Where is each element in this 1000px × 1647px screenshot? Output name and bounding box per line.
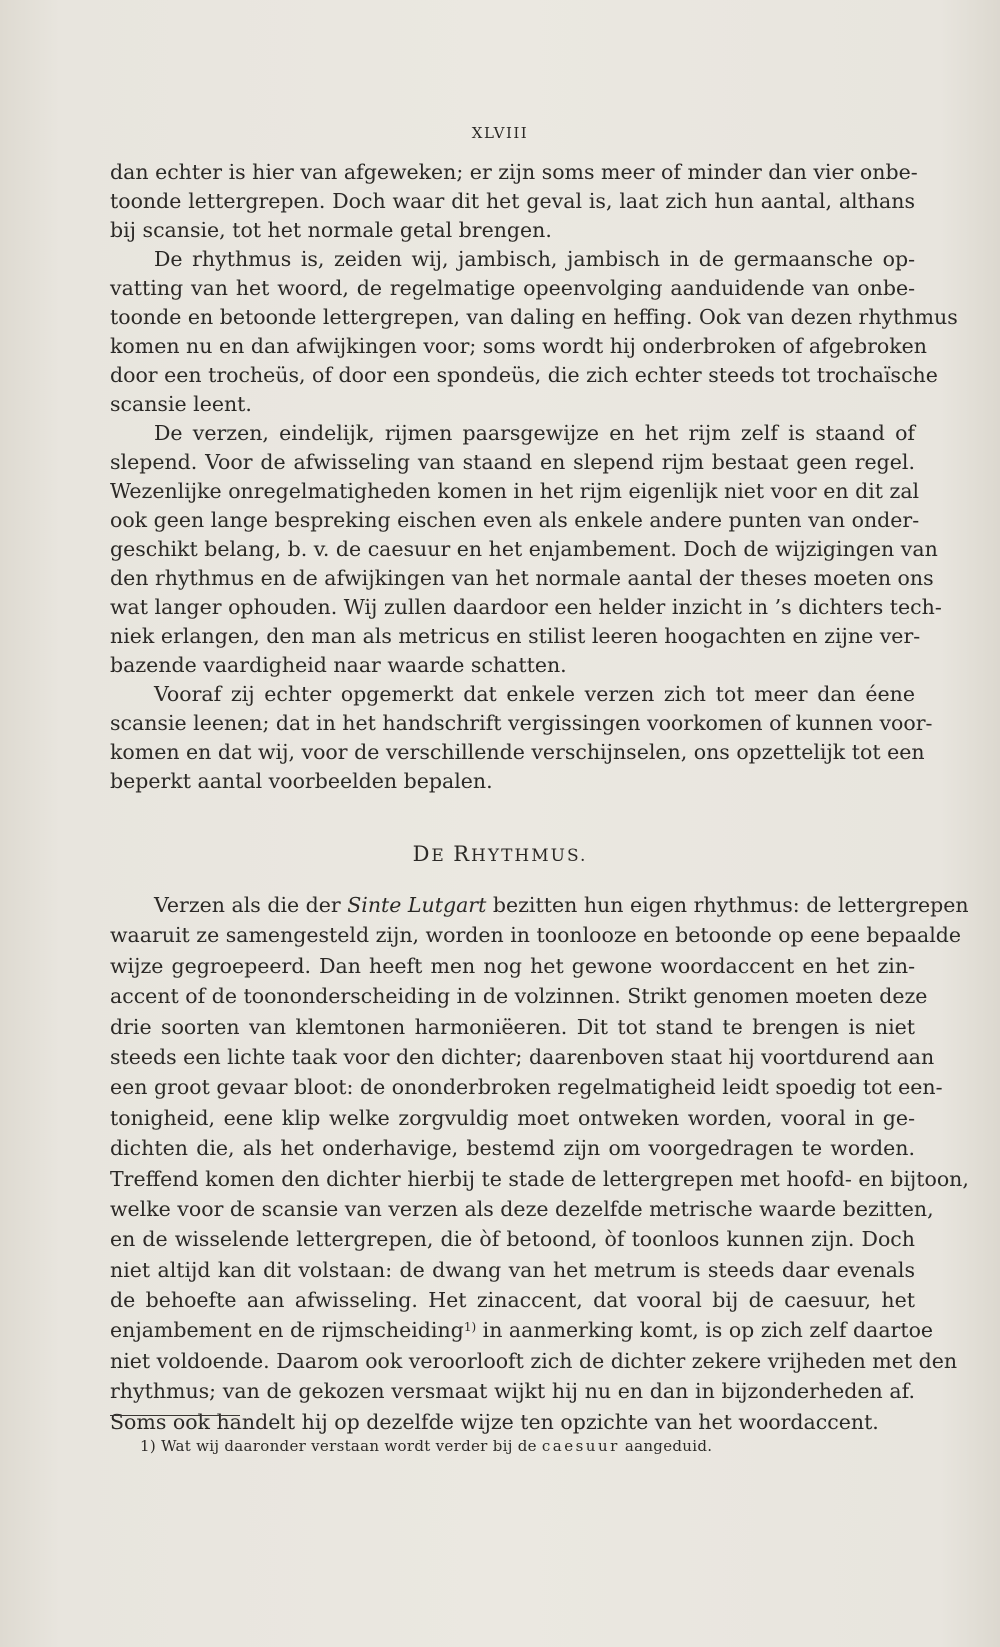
footnote-divider <box>110 1415 240 1416</box>
text-line: vatting van het woord, de regelmatige opeenvolging aanduidende van onbe- <box>110 276 915 300</box>
text-line: beperkt aantal voorbeelden bepalen. <box>110 769 493 793</box>
text-line: ook geen lange bespreking eischen even als enkele andere punten van onder- <box>110 508 920 532</box>
text-line: niet voldoende. Daarom ook veroorlooft zich de dichter zekere vrijheden met den <box>110 1348 958 1373</box>
footnote-reference[interactable]: 1) <box>463 1320 477 1335</box>
page-number: XLVIII <box>471 124 529 142</box>
text-line: De rhythmus is, zeiden wij, jambisch, jambisch in de germaansche op- <box>154 247 915 271</box>
text-line: een groot gevaar bloot: de ononderbroken regelmatigheid leidt spoedig tot een- <box>110 1075 943 1100</box>
text-line: toonde en betoonde lettergrepen, van daling en heffing. Ook van dezen rhythmus <box>110 305 958 329</box>
text-line: Treffend komen den dichter hierbij te stade de lettergrepen met hoofd- en bijtoon, <box>110 1166 969 1191</box>
text-line: wat langer ophouden. Wij zullen daardoor een helder inzicht in ’s dichters tech- <box>110 595 942 619</box>
text-line: dichten die, als het onderhavige, bestemd zijn om voorgedragen te worden. <box>110 1136 915 1161</box>
poem-title: Sinte Lutgart <box>347 893 487 917</box>
text-line: slepend. Voor de afwisseling van staand en slepend rijm bestaat geen regel. <box>110 450 915 474</box>
text-line: Soms ook handelt hij op dezelfde wijze ten opzichte van het woordaccent. <box>110 1409 879 1434</box>
text-line: Vooraf zij echter opgemerkt dat enkele verzen zich tot meer dan éene <box>154 682 915 706</box>
text-line: komen nu en dan afwijkingen voor; soms wordt hij onderbroken of afgebroken <box>110 334 928 358</box>
text-line: wijze gegroepeerd. Dan heeft men nog het gewone woordaccent en het zin- <box>110 953 915 978</box>
text-line: dan echter is hier van afgeweken; er zijn soms meer of minder dan vier onbe- <box>110 160 918 184</box>
text-line: drie soorten van klemtonen harmoniëeren. Dit tot stand te brengen is niet <box>110 1014 915 1039</box>
text-line: steeds een lichte taak voor den dichter; daarenboven staat hij voortdurend aan <box>110 1044 935 1069</box>
section-1-text <box>110 158 958 796</box>
footnote-marker: 1) <box>140 1437 156 1455</box>
section-heading: DE RHYTHMUS. <box>412 842 588 866</box>
text-line: tonigheid, eene klip welke zorgvuldig moet ontweken worden, vooral in ge- <box>110 1105 915 1130</box>
text-line: scansie leent. <box>110 392 252 416</box>
text-line: niek erlangen, den man als metricus en stilist leeren hoogachten en zijne ver- <box>110 624 921 648</box>
text-line: Wezenlijke onregelmatigheden komen in het rijm eigenlijk niet voor en dit zal <box>110 479 920 503</box>
text-line: den rhythmus en de afwijkingen van het normale aantal der theses moeten ons <box>110 566 934 590</box>
footnote: 1) Wat wij daaronder verstaan wordt verder bij de caesuur aangeduid. <box>140 1437 713 1455</box>
text-line: komen en dat wij, voor de verschillende verschijnselen, ons opzettelijk tot een <box>110 740 925 764</box>
text-line: Verzen als die der Sinte Lutgart bezitten hun eigen rhythmus: de lettergrepen <box>154 893 969 917</box>
text-line: rhythmus; van de gekozen versmaat wijkt hij nu en dan in bijzonderheden af. <box>110 1379 915 1404</box>
section-2-text <box>110 890 969 1437</box>
text-line: scansie leenen; dat in het handschrift vergissingen voorkomen of kunnen voor- <box>110 711 933 735</box>
text-line: de behoefte aan afwisseling. Het zinaccent, dat vooral bij de caesuur, het <box>110 1288 915 1313</box>
text-line: door een trocheüs, of door een spondeüs, die zich echter steeds tot trochaïsche <box>110 363 938 387</box>
text-line: welke voor de scansie van verzen als deze dezelfde metrische waarde bezitten, <box>110 1196 934 1221</box>
text-line: enjambement en de rijmscheiding$^{1)}$ in aanmerking komt, is op zich zelf daartoe <box>110 1318 934 1343</box>
text-line: en de wisselende lettergrepen, die òf betoond, òf toonloos kunnen zijn. Doch <box>110 1227 915 1252</box>
text-line: accent of de toononderscheiding in de volzinnen. Strikt genomen moeten deze <box>110 984 928 1009</box>
text-line: geschikt belang, b. v. de caesuur en het enjambement. Doch de wijzigingen van <box>110 537 938 561</box>
text-line: bij scansie, tot het normale getal brengen. <box>110 218 552 242</box>
text-line: waaruit ze samengesteld zijn, worden in toonlooze en betoonde op eene bepaalde <box>110 923 962 948</box>
text-line: toonde lettergrepen. Doch waar dit het geval is, laat zich hun aantal, althans <box>110 189 915 213</box>
text-line: niet altijd kan dit volstaan: de dwang van het metrum is steeds daar evenals <box>110 1257 915 1282</box>
text-line: bazende vaardigheid naar waarde schatten. <box>110 653 567 677</box>
text-line: De verzen, eindelijk, rijmen paarsgewijze en het rijm zelf is staand of <box>154 421 915 445</box>
